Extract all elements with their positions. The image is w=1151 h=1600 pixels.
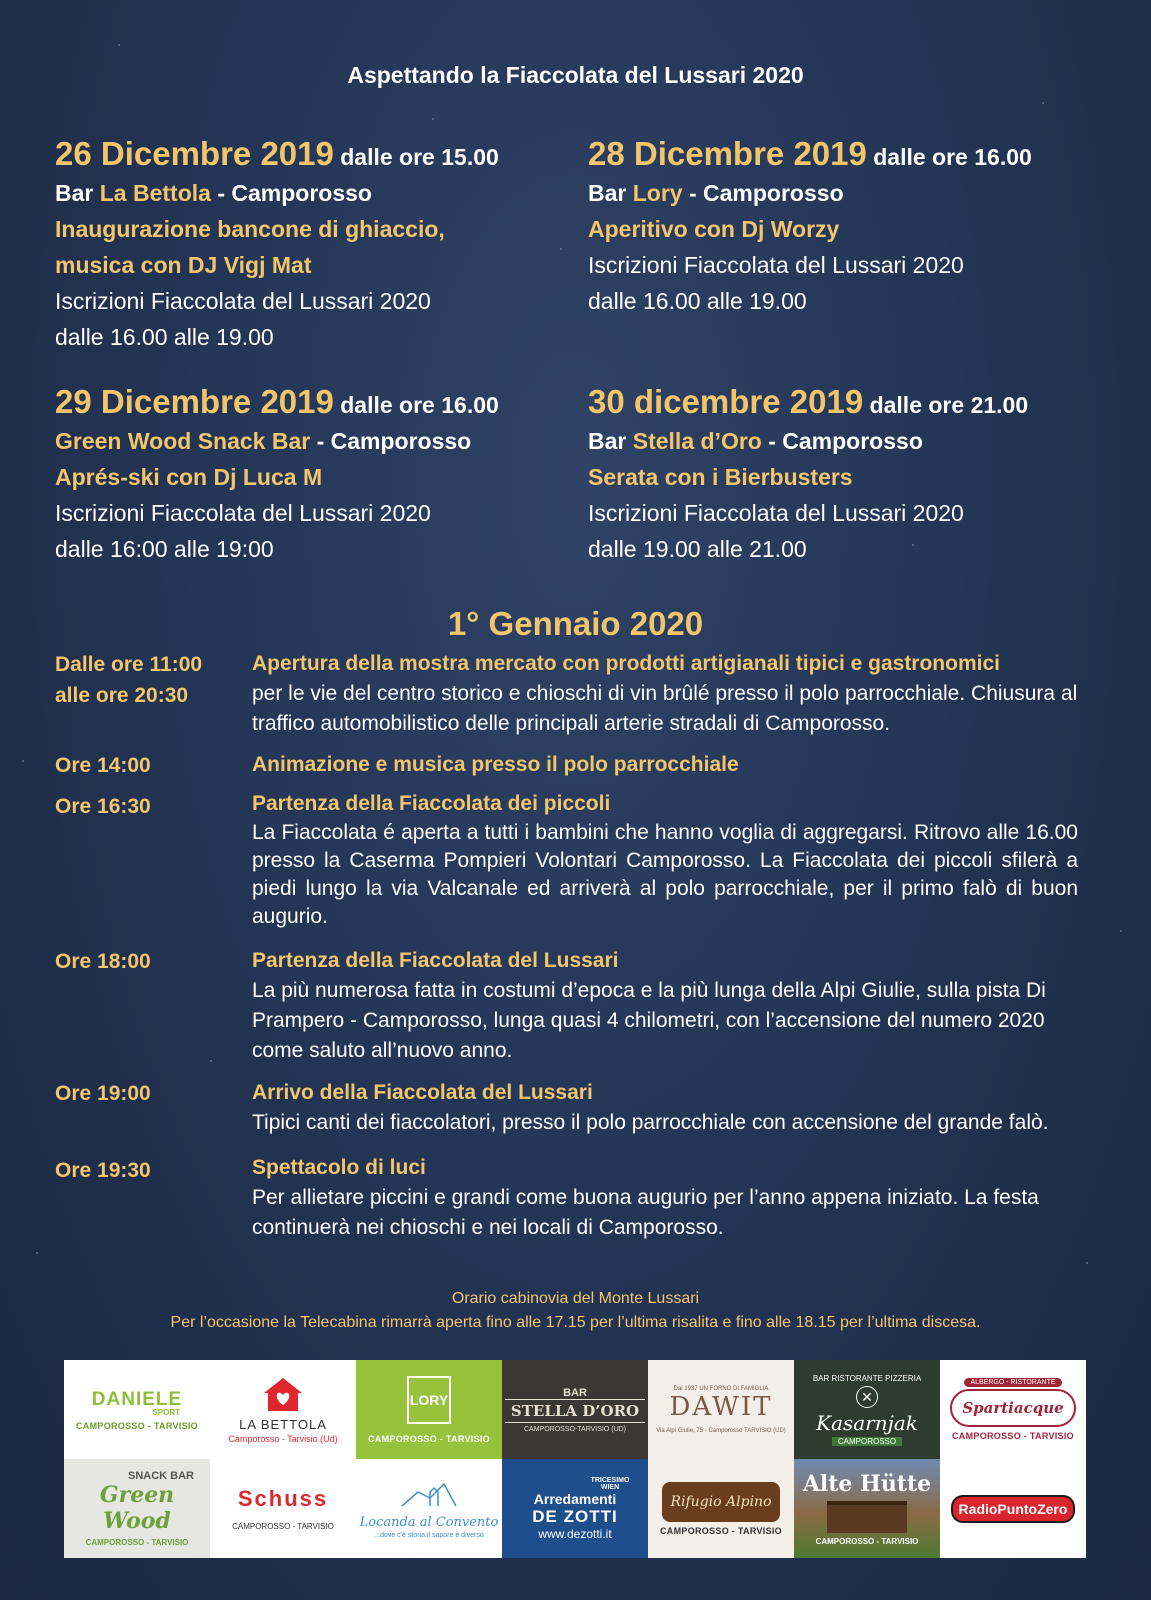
program-item [252,946,1082,1066]
sponsor-name: LA BETTOLA [239,1417,327,1432]
sponsor-name: Schuss [237,1486,329,1511]
sponsor-location: CAMPOROSSO [832,1437,902,1446]
sponsor-location: Via Alpi Giulie, 75 - Camporosso TARVISIO (UD) [656,1427,786,1434]
sponsor-location: CAMPOROSSO - TARVISIO [85,1538,189,1547]
sponsor-logo-alte-hutte [794,1459,940,1558]
program-time: Ore 19:00 [55,1082,151,1105]
sponsor-logo-kasarnjak [794,1360,940,1459]
event-time: dalle ore 15.00 [340,144,499,170]
program-item [252,750,1097,780]
sponsor-logo-spartiacque [940,1360,1086,1459]
sponsor-extra: ALBERGO - RISTORANTE [964,1378,1061,1387]
sponsor-logo-daniele [64,1360,210,1459]
sponsor-location: CAMPOROSSO - TARVISIO [952,1431,1074,1441]
sponsor-name: Arredamenti [533,1490,617,1507]
sponsor-logo-locanda-al-convento [356,1459,502,1558]
venue-name: Stella d’Oro [632,428,762,454]
page-title: Aspettando la Fiaccolata del Lussari 2020 [347,62,804,88]
event-time: dalle ore 21.00 [869,392,1029,418]
sponsor-logos [64,1360,1086,1558]
sponsor-logo-radio-punto-zero [940,1459,1086,1558]
sponsor-logo-green-wood [64,1459,210,1558]
sponsor-extra: SNACK BAR [128,1470,194,1482]
fork-knife-icon: ✕ [856,1386,878,1408]
program-title: Apertura della mostra mercato con prodotti artigianali tipici e gastronomici [252,652,1000,675]
cable-car-note [0,1287,1151,1335]
sponsor-extra: BAR [563,1386,587,1399]
church-icon [400,1478,458,1513]
program-item [252,1078,1132,1138]
sponsor-name: LORY [407,1376,451,1424]
event-venue [588,423,1108,459]
venue-prefix: Bar [55,180,100,206]
event-hours: dalle 19.00 alle 21.00 [588,536,807,562]
program-item [252,789,1078,931]
event-hours: dalle 16.00 alle 19.00 [55,324,274,350]
sponsor-location: CAMPOROSSO - TARVISIO [660,1525,782,1536]
event-heading [588,134,1108,175]
venue-prefix: Bar [588,180,633,206]
sponsor-name: Spartiacque [950,1389,1075,1427]
sponsor-extra: SPORT [152,1407,180,1417]
event-heading [55,134,575,175]
program-item [252,649,1097,739]
star [432,118,434,120]
event-date: 28 Dicembre 2019 [588,135,867,172]
event-date: 26 Dicembre 2019 [55,135,334,172]
event-heading [55,382,575,423]
venue-name: Green Wood Snack Bar [55,428,311,454]
sponsor-name: STELLA D’ORO [505,1399,645,1423]
star [36,1252,38,1254]
cable-car-title: Orario cabinovia del Monte Lussari [451,1290,700,1307]
house-heart-icon [260,1375,306,1413]
sponsor-name: Alte Hütte [802,1471,932,1497]
sponsor-name: Green Wood [99,1482,175,1534]
program-description: Tipici canti dei fiaccolatori, presso il polo parrocchiale con accensione del grande falò. [252,1111,1049,1134]
event-venue [588,175,1108,211]
sponsor-location: CAMPOROSSO - TARVISIO [815,1537,919,1546]
venue-suffix: - Camporosso [310,428,472,454]
sponsor-logo-schuss [210,1459,356,1558]
sponsor-logo-dawit [648,1360,794,1459]
program-item [252,1153,1082,1243]
event-venue [55,423,575,459]
event-hours: dalle 16.00 alle 19.00 [588,288,807,314]
event-card [588,134,1108,319]
star [1120,930,1122,932]
event-registration: Iscrizioni Fiaccolata del Lussari 2020 [588,252,964,278]
event-hours: dalle 16:00 alle 19:00 [55,536,274,562]
sponsor-name: DAWIT [669,1391,773,1422]
event-registration: Iscrizioni Fiaccolata del Lussari 2020 [55,288,431,314]
venue-suffix: - Camporosso [682,180,844,206]
event-registration: Iscrizioni Fiaccolata del Lussari 2020 [55,500,431,526]
sponsor-location: CAMPOROSSO - TARVISIO [368,1433,490,1444]
chalet-icon [827,1501,907,1533]
star [1086,1262,1088,1264]
event-heading [588,382,1108,423]
sponsor-extra: BAR RISTORANTE PIZZERIA [812,1373,922,1383]
sponsor-logo-rifugio-alpino [648,1459,794,1558]
event-activity: Inaugurazione bancone di ghiaccio, musica con DJ Vigj Mat [55,216,445,278]
program-time: Dalle ore 11:00 alle ore 20:30 [55,653,203,707]
event-date: 30 dicembre 2019 [588,383,864,420]
program-description: Per allietare piccini e grandi come buona augurio per l’anno appena iniziato. La festa continuerà nei chioschi e nei locali di Camporosso. [252,1186,1039,1239]
sponsor-website: www.dezotti.it [538,1526,612,1541]
program-title: Spettacolo di luci [252,1156,426,1179]
sponsor-logo-dezotti [502,1459,648,1558]
venue-name: La Bettola [99,180,211,206]
venue-prefix: Bar [588,428,633,454]
sponsor-extra: TRICESIMO WIEN [590,1476,630,1491]
sponsor-name: Locanda al Convento [359,1515,499,1530]
sponsor-tagline: ...dove c'è storia il sapore è diverso [374,1532,484,1539]
program-title: Partenza della Fiaccolata dei piccoli [252,792,611,815]
star [210,1060,212,1062]
program-title: Arrivo della Fiaccolata del Lussari [252,1081,593,1104]
star [1042,102,1044,104]
sponsor-location: CAMPOROSSO-TARVISIO (UD) [523,1425,627,1433]
sponsor-extra: Dal 1937 UN FORNO DI FAMIGLIA [673,1385,769,1392]
sponsor-logo-lory [356,1360,502,1459]
sponsor-name: Kasarnjak [816,1410,918,1435]
sponsor-name: Rifugio Alpino [662,1482,779,1522]
sponsor-logo-la-bettola [210,1360,356,1459]
sponsor-name-secondary: DE ZOTTI [532,1506,618,1526]
program-time: Ore 16:30 [55,795,151,818]
sponsor-logo-stella-doro [502,1360,648,1459]
january-title: 1° Gennaio 2020 [447,605,704,642]
event-activity: Aprés-ski con Dj Luca M [55,464,323,490]
star [118,44,120,46]
event-activity: Serata con i Bierbusters [588,464,853,490]
sponsor-location: CAMPOROSSO - TARVISIO [76,1420,198,1431]
program-title: Partenza della Fiaccolata del Lussari [252,949,619,972]
venue-suffix: - Camporosso [761,428,923,454]
program-description: La più numerosa fatta in costumi d’epoca e la più lunga della Alpi Giulie, sulla pista Di Prampero - Camporosso, lunga quasi 4 chilometri, con l’accensione del numero 2020 come saluto all’nuovo anno. [252,979,1046,1062]
event-card [588,382,1108,567]
program-time: Ore 14:00 [55,754,151,777]
event-card [55,134,575,355]
cable-car-hours: Per l’occasione la Telecabina rimarrà aperta fino alle 17.15 per l’ultima risalita e fino alle 18.15 per l’ultima discesa. [170,1314,981,1331]
venue-name: Lory [632,180,683,206]
event-registration: Iscrizioni Fiaccolata del Lussari 2020 [588,500,964,526]
event-venue [55,175,575,211]
program-description: La Fiaccolata é aperta a tutti i bambini che hanno voglia di aggregarsi. Ritrovo alle 16.00 presso la Caserma Pompieri Volontari Camporosso. La Fiaccolata dei piccoli sfilerà a piedi lungo la via Valcanale ed arriverà al polo parrocchiale, per il primo falò di buon augurio. [252,821,1078,928]
star [22,760,24,762]
sponsor-location: Camporosso - Tarvisio (Ud) [228,1434,338,1444]
event-card [55,382,575,567]
event-time: dalle ore 16.00 [340,392,499,418]
program-time: Ore 18:00 [55,950,151,973]
program-time: Ore 19:30 [55,1159,151,1182]
sponsor-location: CAMPOROSSO - TARVISIO [232,1522,334,1531]
event-date: 29 Dicembre 2019 [55,383,334,420]
venue-suffix: - Camporosso [210,180,372,206]
sponsor-name: RadioPuntoZero [953,1497,1074,1521]
program-description: per le vie del centro storico e chioschi di vin brûlé presso il polo parrocchiale. Chiusura al traffico automobilistico delle principali arterie stradali di Camporosso. [252,682,1078,735]
event-activity: Aperitivo con Dj Worzy [588,216,840,242]
sponsor-name: DANIELE [91,1388,183,1410]
event-time: dalle ore 16.00 [873,144,1032,170]
program-title: Animazione e musica presso il polo parrocchiale [252,753,739,776]
